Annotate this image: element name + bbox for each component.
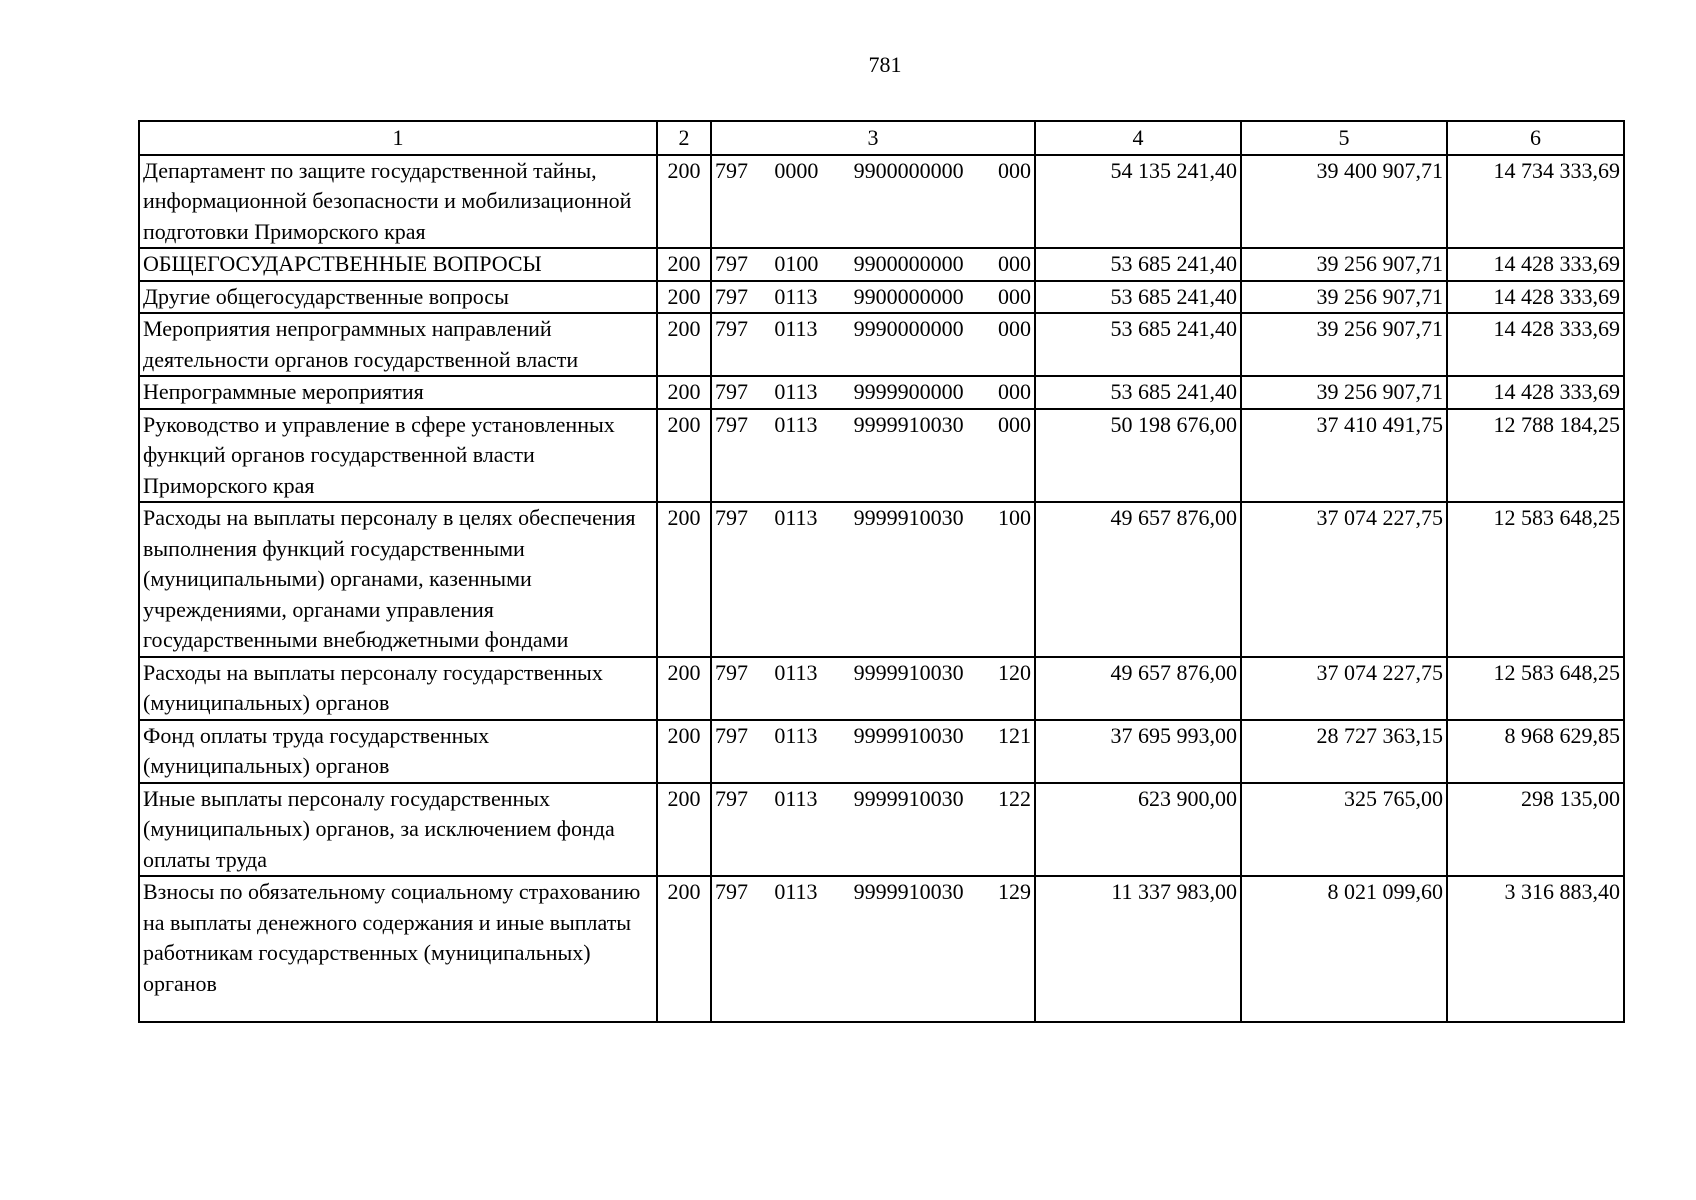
row-grbs: 797: [715, 879, 748, 904]
row-col5: 37 410 491,75: [1241, 409, 1447, 503]
row-name: Департамент по защите государственной тайны, информационной безопасности и мобилизационной подготовки Приморского края: [139, 155, 657, 249]
column-header: 3: [711, 121, 1035, 155]
row-col2: 200: [657, 657, 711, 720]
row-col5: 8 021 099,60: [1241, 876, 1447, 1022]
row-col2: 200: [657, 502, 711, 657]
row-classification-code: [711, 376, 1035, 409]
row-col4: 11 337 983,00: [1035, 876, 1241, 1022]
row-classification-code: [711, 783, 1035, 877]
row-col2: 200: [657, 783, 711, 877]
row-expense-type: 000: [997, 251, 1031, 276]
column-header: 2: [657, 121, 711, 155]
row-grbs: 797: [715, 379, 748, 404]
page-number: 781: [868, 52, 902, 77]
row-col5: 39 256 907,71: [1241, 248, 1447, 281]
table-row: [139, 783, 1624, 877]
column-header: 1: [139, 121, 657, 155]
row-col5: 39 256 907,71: [1241, 313, 1447, 376]
row-col6: 14 428 333,69: [1447, 376, 1624, 409]
row-col6: 14 734 333,69: [1447, 155, 1624, 249]
row-col4: 37 695 993,00: [1035, 720, 1241, 783]
table-row: [139, 155, 1624, 249]
row-col6: 14 428 333,69: [1447, 248, 1624, 281]
row-section: 0113: [774, 411, 818, 437]
row-grbs: 797: [715, 785, 748, 811]
row-col5: 37 074 227,75: [1241, 502, 1447, 657]
column-header: 5: [1241, 121, 1447, 155]
row-col4: 53 685 241,40: [1035, 281, 1241, 314]
row-expense-type: 000: [997, 379, 1031, 404]
row-col6: 14 428 333,69: [1447, 281, 1624, 314]
row-expense-type: 000: [997, 157, 1031, 183]
row-name: Расходы на выплаты персоналу государственных (муниципальных) органов: [139, 657, 657, 720]
row-grbs: 797: [715, 316, 748, 341]
row-name: Фонд оплаты труда государственных (муниципальных) органов: [139, 720, 657, 783]
row-col4: 53 685 241,40: [1035, 376, 1241, 409]
row-expense-type: 000: [997, 316, 1031, 341]
row-classification-code: [711, 281, 1035, 314]
row-col4: 623 900,00: [1035, 783, 1241, 877]
row-name: ОБЩЕГОСУДАРСТВЕННЫЕ ВОПРОСЫ: [139, 248, 657, 281]
row-col6: 8 968 629,85: [1447, 720, 1624, 783]
row-target: 9999910030: [853, 659, 964, 685]
row-col5: 39 400 907,71: [1241, 155, 1447, 249]
table-row: [139, 281, 1624, 314]
row-grbs: 797: [715, 251, 748, 276]
table-row: [139, 502, 1624, 657]
row-expense-type: 000: [997, 411, 1031, 437]
row-col5: 37 074 227,75: [1241, 657, 1447, 720]
row-name: Мероприятия непрограммных направлений деятельности органов государственной власти: [139, 313, 657, 376]
row-classification-code: [711, 502, 1035, 657]
row-col2: 200: [657, 281, 711, 314]
row-col2: 200: [657, 155, 711, 249]
row-col5: 325 765,00: [1241, 783, 1447, 877]
row-expense-type: 129: [997, 879, 1031, 904]
row-col4: 54 135 241,40: [1035, 155, 1241, 249]
row-expense-type: 100: [997, 505, 1031, 530]
table-row: [139, 876, 1624, 1022]
row-name: Другие общегосударственные вопросы: [139, 281, 657, 314]
row-target: 9999910030: [853, 785, 964, 811]
row-name: Расходы на выплаты персоналу в целях обеспечения выполнения функций государственными (муниципальными) органами, казенными учреждениями, органами управления государственными внебюджетными фондами: [139, 502, 657, 657]
row-grbs: 797: [715, 659, 748, 685]
row-target: 9999910030: [853, 722, 964, 748]
column-header: 4: [1035, 121, 1241, 155]
row-col6: 12 583 648,25: [1447, 502, 1624, 657]
row-col5: 28 727 363,15: [1241, 720, 1447, 783]
row-section: 0113: [774, 379, 818, 404]
row-grbs: 797: [715, 722, 748, 748]
row-section: 0100: [774, 251, 819, 276]
table-row: [139, 313, 1624, 376]
row-target: 9999910030: [853, 879, 964, 904]
row-target: 9999910030: [853, 505, 964, 530]
row-classification-code: [711, 409, 1035, 503]
row-classification-code: [711, 248, 1035, 281]
budget-table: [138, 120, 1625, 1023]
row-col2: 200: [657, 720, 711, 783]
row-col4: 49 657 876,00: [1035, 657, 1241, 720]
row-classification-code: [711, 657, 1035, 720]
row-col6: 3 316 883,40: [1447, 876, 1624, 1022]
row-col2: 200: [657, 248, 711, 281]
row-grbs: 797: [715, 411, 748, 437]
row-classification-code: [711, 313, 1035, 376]
row-name: Руководство и управление в сфере установленных функций органов государственной власти Приморского края: [139, 409, 657, 503]
row-col4: 53 685 241,40: [1035, 248, 1241, 281]
row-target: 9990000000: [853, 316, 964, 341]
table-row: [139, 657, 1624, 720]
row-expense-type: 120: [997, 659, 1031, 685]
row-col2: 200: [657, 376, 711, 409]
row-col5: 39 256 907,71: [1241, 376, 1447, 409]
row-section: 0113: [774, 722, 818, 748]
row-target: 9999910030: [853, 411, 964, 437]
row-grbs: 797: [715, 157, 748, 183]
row-classification-code: [711, 876, 1035, 1022]
row-section: 0113: [774, 785, 818, 811]
row-col6: 14 428 333,69: [1447, 313, 1624, 376]
row-expense-type: 000: [997, 283, 1031, 309]
table-row: [139, 248, 1624, 281]
row-section: 0113: [774, 659, 818, 685]
row-col2: 200: [657, 409, 711, 503]
row-grbs: 797: [715, 505, 748, 530]
table-row: [139, 409, 1624, 503]
row-target: 9900000000: [853, 251, 964, 276]
table-header-row: [139, 121, 1624, 155]
row-name: Взносы по обязательному социальному страхованию на выплаты денежного содержания и иные выплаты работникам государственных (муниципальных) органов: [139, 876, 657, 1022]
row-section: 0113: [774, 316, 818, 341]
row-expense-type: 121: [997, 722, 1031, 748]
row-col4: 49 657 876,00: [1035, 502, 1241, 657]
table-row: [139, 376, 1624, 409]
row-target: 9900000000: [853, 283, 964, 309]
row-col4: 53 685 241,40: [1035, 313, 1241, 376]
row-section: 0000: [774, 157, 819, 183]
column-header: 6: [1447, 121, 1624, 155]
row-section: 0113: [774, 879, 818, 904]
row-col4: 50 198 676,00: [1035, 409, 1241, 503]
row-col5: 39 256 907,71: [1241, 281, 1447, 314]
row-col6: 12 583 648,25: [1447, 657, 1624, 720]
row-name: Непрограммные мероприятия: [139, 376, 657, 409]
row-col6: 12 788 184,25: [1447, 409, 1624, 503]
row-classification-code: [711, 720, 1035, 783]
row-section: 0113: [774, 283, 818, 309]
row-col2: 200: [657, 876, 711, 1022]
row-target: 9900000000: [853, 157, 964, 183]
row-section: 0113: [774, 505, 818, 530]
row-name: Иные выплаты персоналу государственных (муниципальных) органов, за исключением фонда оплаты труда: [139, 783, 657, 877]
row-col6: 298 135,00: [1447, 783, 1624, 877]
row-grbs: 797: [715, 283, 748, 309]
row-expense-type: 122: [997, 785, 1031, 811]
row-classification-code: [711, 155, 1035, 249]
table-row: [139, 720, 1624, 783]
row-target: 9999900000: [853, 379, 964, 404]
row-col2: 200: [657, 313, 711, 376]
